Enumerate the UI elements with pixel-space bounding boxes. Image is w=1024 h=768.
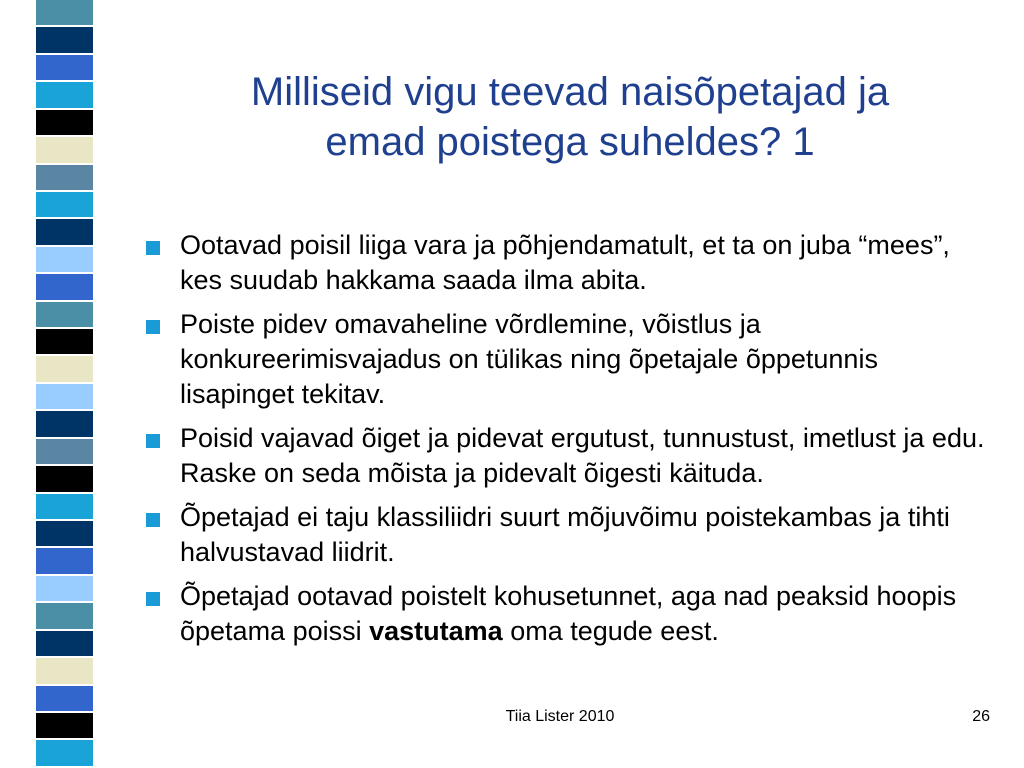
square-bullet-icon [146,241,160,255]
bullet-item [146,228,986,298]
stripe-segment [36,219,93,246]
stripe-segment [36,137,93,164]
stripe-segment [36,27,93,54]
bullet-text-part: oma tegude eest. [502,616,719,646]
bullet-text: Ootavad poisil liiga vara ja põhjendamatult, et ta on juba “mees”, kes suudab hakkama saada ilma abita. [180,230,950,295]
stripe-segment [36,439,93,466]
stripe-segment [36,658,93,685]
bullet-list [146,228,986,658]
stripe-segment [36,329,93,356]
slide-title-line-1: Milliseid vigu teevad naisõpetajad ja [250,69,890,114]
stripe-segment [36,686,93,713]
bullet-text: Poiste pidev omavaheline võrdlemine, võistlus ja konkureerimisvajadus on tülikas ning õpetajale õppetunnis lisapinget tekitav. [180,309,878,409]
stripe-segment [36,356,93,383]
stripe-segment [36,82,93,109]
stripe-segment [36,165,93,192]
footer-author: Tiia Lister 2010 [505,708,615,725]
square-bullet-icon [146,320,160,334]
decorative-stripe-bar [36,0,93,768]
stripe-segment [36,740,93,767]
stripe-segment [36,548,93,575]
stripe-segment [36,631,93,658]
slide-title-line-2: emad poistega suheldes? 1 [325,119,815,164]
page-number: 26 [972,708,990,725]
bullet-text-bold: vastutama [369,616,503,646]
bullet-text: Õpetajad ei taju klassiliidri suurt mõjuvõimu poistekambas ja tihti halvustavad liidrit. [180,502,950,567]
stripe-segment [36,192,93,219]
stripe-segment [36,713,93,740]
stripe-segment [36,247,93,274]
stripe-segment [36,494,93,521]
stripe-segment [36,411,93,438]
slide-title [160,67,980,167]
bullet-text-part: Õpetajad ootavad poistelt kohusetunnet, aga nad peaksid hoopis õpetama poissi [180,581,957,646]
stripe-segment [36,0,93,27]
square-bullet-icon [146,434,160,448]
stripe-segment [36,603,93,630]
stripe-segment [36,55,93,82]
stripe-segment [36,384,93,411]
stripe-segment [36,521,93,548]
bullet-item [146,500,986,570]
square-bullet-icon [146,592,160,606]
stripe-segment [36,466,93,493]
bullet-item [146,307,986,412]
bullet-item [146,579,986,649]
square-bullet-icon [146,513,160,527]
stripe-segment [36,274,93,301]
stripe-segment [36,576,93,603]
bullet-text: Poisid vajavad õiget ja pidevat ergutust, tunnustust, imetlust ja edu. Raske on seda mõista ja pidevalt õigesti käituda. [180,423,985,488]
bullet-item [146,421,986,491]
bullet-text [180,579,986,649]
stripe-segment [36,110,93,137]
stripe-segment [36,302,93,329]
